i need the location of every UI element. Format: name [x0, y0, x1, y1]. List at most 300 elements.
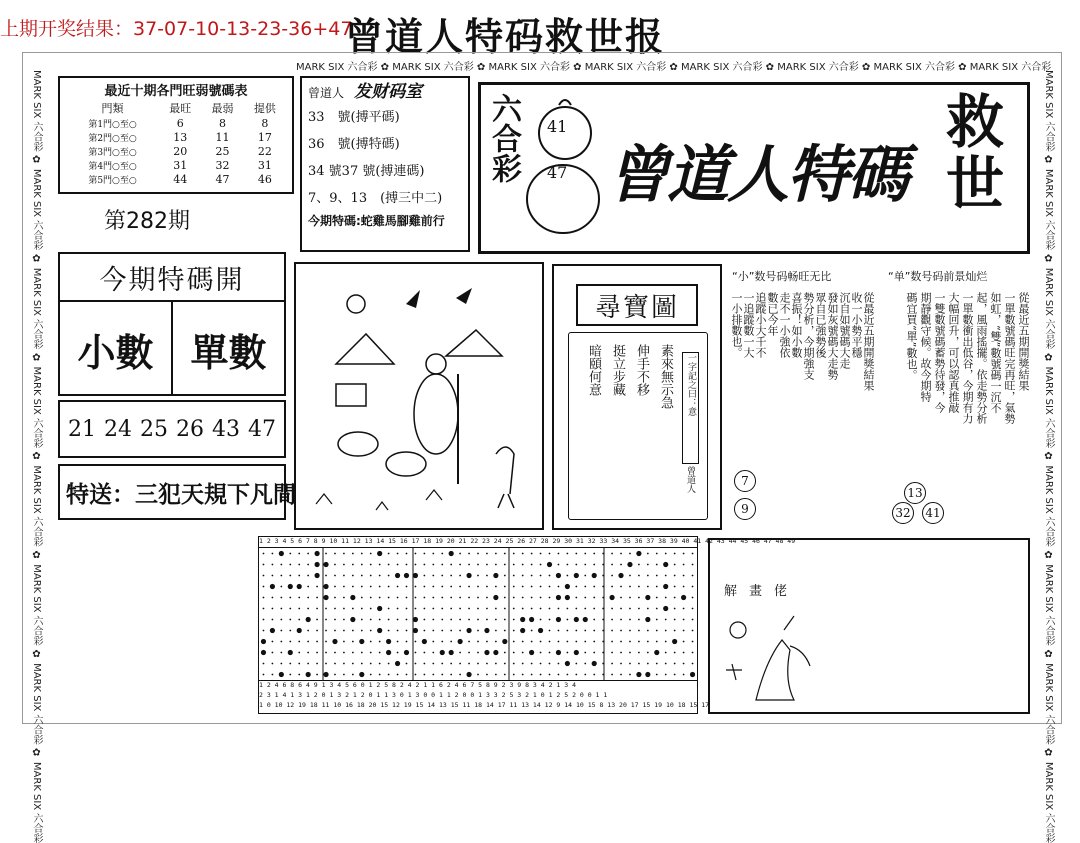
grid-dot [307, 586, 309, 588]
grid-dot [334, 652, 336, 654]
grid-dot [674, 674, 676, 676]
grid-dot [484, 628, 489, 633]
grid-dot [406, 608, 408, 610]
grid-dot [602, 553, 604, 555]
grid-dot [647, 630, 649, 632]
grid-dot [263, 575, 265, 577]
grid-dot [459, 663, 461, 665]
grid-dot [415, 608, 417, 610]
grid-dot [280, 663, 282, 665]
grid-dot [638, 630, 640, 632]
grid-dot [263, 553, 265, 555]
grid-dot [352, 575, 354, 577]
poem-col: 碼宜買“單”數也。 [905, 292, 918, 381]
grid-dot [306, 617, 311, 622]
poem-col: 一雙數號碼蓄勢待發，今 [933, 292, 946, 413]
grid-dot [513, 586, 515, 588]
grid-dot [406, 597, 408, 599]
grid-dot [495, 641, 497, 643]
grid-dot [486, 564, 488, 566]
grid-dot [663, 562, 668, 567]
grid-dot [611, 564, 613, 566]
grid-dot [359, 639, 364, 644]
grid-dot [647, 586, 649, 588]
grid-dot [674, 553, 676, 555]
grid-dot [575, 597, 577, 599]
grid-dot [468, 597, 470, 599]
grid-dot [665, 652, 667, 654]
cold-cell: 25 [215, 144, 230, 158]
grid-dot [334, 630, 336, 632]
grid-dot [584, 586, 586, 588]
grid-dot [279, 672, 284, 677]
poem-col: 走不一小強依 [778, 292, 791, 358]
grid-dot [280, 652, 282, 654]
row-label: 第4門○至○ [88, 161, 137, 172]
grid-dot [289, 608, 291, 610]
poem-col: 從最近五期開獎結果 [1017, 292, 1030, 391]
grid-footer-row: 1 0 10 12 19 18 11 10 16 18 20 15 12 19 15 14 13 15 11 18 14 17 11 13 14 12 9 14 10 15 8 13 20 17 15 19 10 18 15 17 [259, 701, 710, 709]
grid-dot [602, 652, 604, 654]
grid-dot [450, 564, 452, 566]
grid-dot [683, 663, 685, 665]
brand-repeat: MARK SIX 六合彩 [31, 465, 42, 547]
grid-dot [379, 597, 381, 599]
grid-dot [397, 619, 399, 621]
grid-dot [629, 674, 631, 676]
grid-dot [656, 619, 658, 621]
grid-dot [325, 619, 327, 621]
col-header: 提供 [253, 102, 276, 115]
grid-dot [415, 553, 417, 555]
grid-dot [620, 553, 622, 555]
grid-dot [556, 617, 561, 622]
grid-dot [288, 584, 293, 589]
grid-dot [656, 674, 658, 676]
brand-repeat: MARK SIX 六合彩 [31, 564, 42, 646]
grid-dot [468, 619, 470, 621]
grid-dot [636, 672, 641, 677]
grid-dot [620, 564, 622, 566]
poem-col: 一單數衝出低谷，今期有力 [961, 292, 974, 424]
grid-dot [531, 608, 533, 610]
grid-dot [593, 608, 595, 610]
grid-dot [361, 630, 363, 632]
grid-dot [379, 674, 381, 676]
poem-circle: 41 [922, 502, 944, 524]
grid-dot [441, 641, 443, 643]
number-item: 21 [68, 416, 96, 442]
grid-dot [529, 650, 534, 655]
grid-dot [343, 608, 345, 610]
grid-dot [432, 553, 434, 555]
grid-dot [432, 608, 434, 610]
provide-cell: 31 [257, 158, 272, 172]
grid-dot [298, 674, 300, 676]
grid-dot [522, 652, 524, 654]
grid-dot [549, 597, 551, 599]
treasure-col: 暗頤何意 [586, 344, 601, 396]
grid-dot [415, 597, 417, 599]
grid-dot [645, 672, 650, 677]
grid-dot [272, 663, 274, 665]
grid-dot [423, 630, 425, 632]
banner-badge-bottom: 47 [547, 163, 568, 182]
brand-repeat: MARK SIX 六合彩 [681, 62, 763, 73]
left-brand-strip: MARK SIX 六合彩 ✿ MARK SIX 六合彩 ✿ MARK SIX 六合彩 ✿ MARK SIX 六合彩 ✿ MARK SIX 六合彩 ✿ MARK SIX 六合彩 ✿ MARK SIX 六合彩 ✿ MARK SIX 六合彩 [31, 70, 42, 843]
brand-repeat: MARK SIX 六合彩 [31, 366, 42, 449]
grid-dot [468, 641, 470, 643]
grid-dot [683, 586, 685, 588]
grid-dot [645, 595, 650, 600]
grid-dot [504, 608, 506, 610]
banner-badge-top: 41 [547, 117, 568, 136]
grid-dot [556, 573, 561, 578]
grid-dot [352, 564, 354, 566]
grid-dot [404, 650, 409, 655]
grid-dot [611, 641, 613, 643]
grid-dot [611, 674, 613, 676]
riddle-title: 解畫佬 [724, 584, 800, 599]
grid-dot [629, 597, 631, 599]
grid-dot [692, 597, 694, 599]
grid-dot [307, 652, 309, 654]
grid-dot [638, 663, 640, 665]
grid-dot [477, 641, 479, 643]
grid-dot [692, 619, 694, 621]
grid-dot [432, 674, 434, 676]
grid-dot [566, 630, 568, 632]
grid-dot [406, 630, 408, 632]
grid-dot [432, 586, 434, 588]
grid-dot [636, 551, 641, 556]
treasure-col: 伸手不移 [634, 344, 649, 396]
grid-dot [683, 619, 685, 621]
riddle-illustration [716, 600, 836, 710]
brand-repeat: MARK SIX 六合彩 [488, 62, 570, 73]
grid-dot [674, 652, 676, 654]
grid-dot [629, 586, 631, 588]
grid-dot [370, 663, 372, 665]
grid-dot [493, 650, 498, 655]
grid-dot [522, 597, 524, 599]
grid-dot [549, 553, 551, 555]
grid-dot [459, 586, 461, 588]
grid-dot [683, 641, 685, 643]
grid-dot [306, 672, 311, 677]
poem-col: 大幅回升，可以認真推敲 [947, 292, 960, 413]
grid-dot [325, 641, 327, 643]
poem-col: 追蹤小大千不 [754, 292, 767, 358]
grid-dot [263, 630, 265, 632]
grid-dot [343, 652, 345, 654]
grid-dot [397, 641, 399, 643]
grid-dot [558, 586, 560, 588]
cold-cell: 47 [215, 172, 230, 186]
grid-dot [486, 674, 488, 676]
grid-dot [531, 597, 533, 599]
grid-dot [522, 564, 524, 566]
grid-dot [674, 575, 676, 577]
grid-dot [307, 608, 309, 610]
grid-dot [423, 553, 425, 555]
number-item: 43 [212, 416, 240, 442]
grid-dot [638, 575, 640, 577]
poem-right-body [880, 292, 1030, 524]
grid-dot [575, 674, 577, 676]
grid-dot [263, 674, 265, 676]
grid-dot [513, 641, 515, 643]
grid-dot [495, 619, 497, 621]
fortune-heading-hand: 发财码室 [354, 82, 423, 102]
grid-dot [370, 586, 372, 588]
grid-dot [683, 575, 685, 577]
grid-dot [522, 663, 524, 665]
grid-dot [280, 641, 282, 643]
grid-dot [395, 661, 400, 666]
grid-dot [513, 619, 515, 621]
grid-dot [450, 663, 452, 665]
grid-dot [477, 663, 479, 665]
grid-dot [413, 617, 418, 622]
grid-dot [486, 597, 488, 599]
grid-dot [432, 652, 434, 654]
grid-dot [316, 586, 318, 588]
grid-dot [272, 619, 274, 621]
grid-dot [298, 663, 300, 665]
grid-dot [618, 573, 623, 578]
grid-dot [450, 630, 452, 632]
grid-dot [379, 652, 381, 654]
fortune-line: 7、9、13 (搏三中二) [308, 191, 443, 206]
table-row [66, 158, 286, 172]
flower-icon: ✿ [958, 62, 967, 73]
grid-dot [620, 586, 622, 588]
poem-col: 沉自如號碼大走 [838, 292, 851, 369]
table-row [66, 144, 286, 158]
grid-dot [361, 564, 363, 566]
grid-dot [288, 650, 293, 655]
grid-dot [674, 586, 676, 588]
grid-dot [450, 597, 452, 599]
grid-dot [584, 674, 586, 676]
grid-dot [692, 608, 694, 610]
grid-dot [611, 608, 613, 610]
grid-dot [504, 652, 506, 654]
brand-repeat: MARK SIX 六合彩 [969, 62, 1052, 73]
grid-dot [549, 575, 551, 577]
grid-footer-row: 1 2 4 6 8 6 4 9 1 3 4 5 6 0 1 2 5 8 2 4 2 1 1 6 2 4 6 7 5 8 9 2 3 9 8 3 4 2 1 3 4 [259, 680, 697, 691]
cold-cell: 11 [215, 130, 230, 144]
grid-dot [316, 608, 318, 610]
grid-dot [486, 608, 488, 610]
brand-repeat: MARK SIX 六合彩 [777, 62, 859, 73]
provide-cell: 22 [257, 144, 272, 158]
grid-dot [654, 650, 659, 655]
number-item: 47 [248, 416, 276, 442]
grid-footer-row: 2 3 1 4 1 3 1 2 0 1 3 2 1 2 0 1 1 3 0 1 3 0 0 1 1 2 0 0 1 3 3 2 5 3 2 1 0 1 2 5 2 0 0 1 1 [259, 691, 608, 699]
treasure-box [552, 264, 722, 530]
grid-dot [656, 641, 658, 643]
grid-dot [602, 597, 604, 599]
grid-dot [316, 663, 318, 665]
grid-dot [432, 641, 434, 643]
treasure-title: 尋寶圖 [576, 284, 698, 326]
grid-dot [298, 597, 300, 599]
grid-dot [406, 674, 408, 676]
fortune-line: 36 號(搏特碼) [308, 137, 400, 152]
poem-circle: 7 [734, 470, 756, 492]
grid-dot [656, 564, 658, 566]
grid-dot [584, 608, 586, 610]
flower-icon: ✿ [861, 62, 871, 73]
grid-dot [584, 641, 586, 643]
grid-dot [343, 641, 345, 643]
fortune-line: 34 號37 號(搏連碼) [308, 164, 425, 179]
grid-dot [558, 608, 560, 610]
grid-dot [665, 597, 667, 599]
grid-dot [298, 641, 300, 643]
grid-dot [325, 575, 327, 577]
grid-dot [449, 650, 454, 655]
grid-dot [520, 617, 525, 622]
brand-repeat: MARK SIX 六合彩 [1043, 761, 1054, 843]
flower-icon: ✿ [669, 62, 678, 73]
grid-dot [602, 564, 604, 566]
grid-dot [575, 586, 577, 588]
grid-dot [565, 661, 570, 666]
grid-dot [602, 619, 604, 621]
grid-dot [629, 652, 631, 654]
grid-dot [279, 551, 284, 556]
brand-repeat: MARK SIX 六合彩 [873, 62, 955, 73]
grid-dot [423, 619, 425, 621]
grid-dot [388, 586, 390, 588]
poem-right-title: “单”数号码前景灿烂 [888, 270, 988, 283]
brand-repeat: MARK SIX 六合彩 [392, 62, 474, 73]
grid-dot [504, 630, 506, 632]
grid-dot [370, 630, 372, 632]
grid-dot [334, 674, 336, 676]
hot-cold-table [66, 100, 286, 186]
grid-dot [468, 652, 470, 654]
grid-dot [352, 630, 354, 632]
grid-dot [540, 575, 542, 577]
grid-dot [350, 617, 355, 622]
grid-dot [395, 573, 400, 578]
grid-dot [415, 586, 417, 588]
grid-dot [263, 619, 265, 621]
grid-dot [674, 608, 676, 610]
grid-dot [459, 652, 461, 654]
brand-repeat: MARK SIX 六合彩 [1043, 70, 1054, 152]
grid-dot [263, 564, 265, 566]
grid-dot [315, 551, 320, 556]
grid-dot [683, 553, 685, 555]
page-title: 曾道人特码救世报 [345, 14, 666, 59]
grid-dot [531, 564, 533, 566]
grid-dot [549, 652, 551, 654]
right-brand-strip: MARK SIX 六合彩 ✿ MARK SIX 六合彩 ✿ MARK SIX 六合彩 ✿ MARK SIX 六合彩 ✿ MARK SIX 六合彩 ✿ MARK SIX 六合彩 ✿ MARK SIX 六合彩 ✿ MARK SIX 六合彩 [1043, 70, 1054, 843]
grid-dot [466, 672, 471, 677]
grid-dot [432, 619, 434, 621]
grid-dot [388, 553, 390, 555]
grid-dot [263, 663, 265, 665]
grid-dot [423, 586, 425, 588]
flower-icon: ✿ [476, 62, 486, 73]
grid-dot [361, 619, 363, 621]
poem-col: 一小排數也。 [730, 292, 743, 358]
grid-dots [259, 548, 697, 680]
grid-dot [629, 630, 631, 632]
grid-dot [593, 652, 595, 654]
grid-dot [683, 674, 685, 676]
grid-dot [692, 553, 694, 555]
grid-dot [323, 672, 328, 677]
brand-repeat: MARK SIX 六合彩 [31, 168, 42, 251]
grid-dot [549, 619, 551, 621]
grid-dot [504, 575, 506, 577]
grid-dot [656, 553, 658, 555]
grid-dot [477, 564, 479, 566]
grid-dot [325, 630, 327, 632]
grid-dot [656, 663, 658, 665]
grid-dot [466, 628, 471, 633]
poem-col: 期靜觀守候。故今期特 [919, 292, 932, 402]
grid-dot [404, 573, 409, 578]
grid-dot [620, 619, 622, 621]
grid-dot [334, 553, 336, 555]
grid-dot [441, 597, 443, 599]
grid-dot [663, 584, 668, 589]
grid-dot [674, 597, 676, 599]
grid-dot [602, 641, 604, 643]
grid-dot [343, 619, 345, 621]
grid-dot [665, 630, 667, 632]
grid-dot [406, 619, 408, 621]
poem-col: 勢分析，今期強支 [802, 292, 815, 380]
grid-dot [583, 617, 588, 622]
grid-dot [458, 639, 463, 644]
grid-dot [692, 564, 694, 566]
grid-dot [575, 553, 577, 555]
grid-dot [656, 597, 658, 599]
grid-dot [270, 628, 275, 633]
grid-dot [629, 619, 631, 621]
grid-dot [459, 619, 461, 621]
grid-dot [441, 674, 443, 676]
grid-dot [315, 562, 320, 567]
grid-dot [468, 608, 470, 610]
grid-dot [504, 564, 506, 566]
grid-dot [692, 630, 694, 632]
grid-dot [323, 595, 328, 600]
grid-dot [520, 628, 525, 633]
grid-dot [593, 597, 595, 599]
grid-dot [602, 586, 604, 588]
banner-corner-text: 救世 [945, 88, 1004, 218]
grid-dot [556, 650, 561, 655]
fortune-line: 33 號(搏平碼) [308, 110, 400, 125]
grid-dot [529, 617, 534, 622]
grid-dot [665, 674, 667, 676]
grid-dot [602, 575, 604, 577]
poem-col: 喜振！如小數 [790, 292, 803, 358]
grid-dot [441, 608, 443, 610]
grid-dot [656, 630, 658, 632]
grid-dot [441, 619, 443, 621]
grid-dot [558, 663, 560, 665]
